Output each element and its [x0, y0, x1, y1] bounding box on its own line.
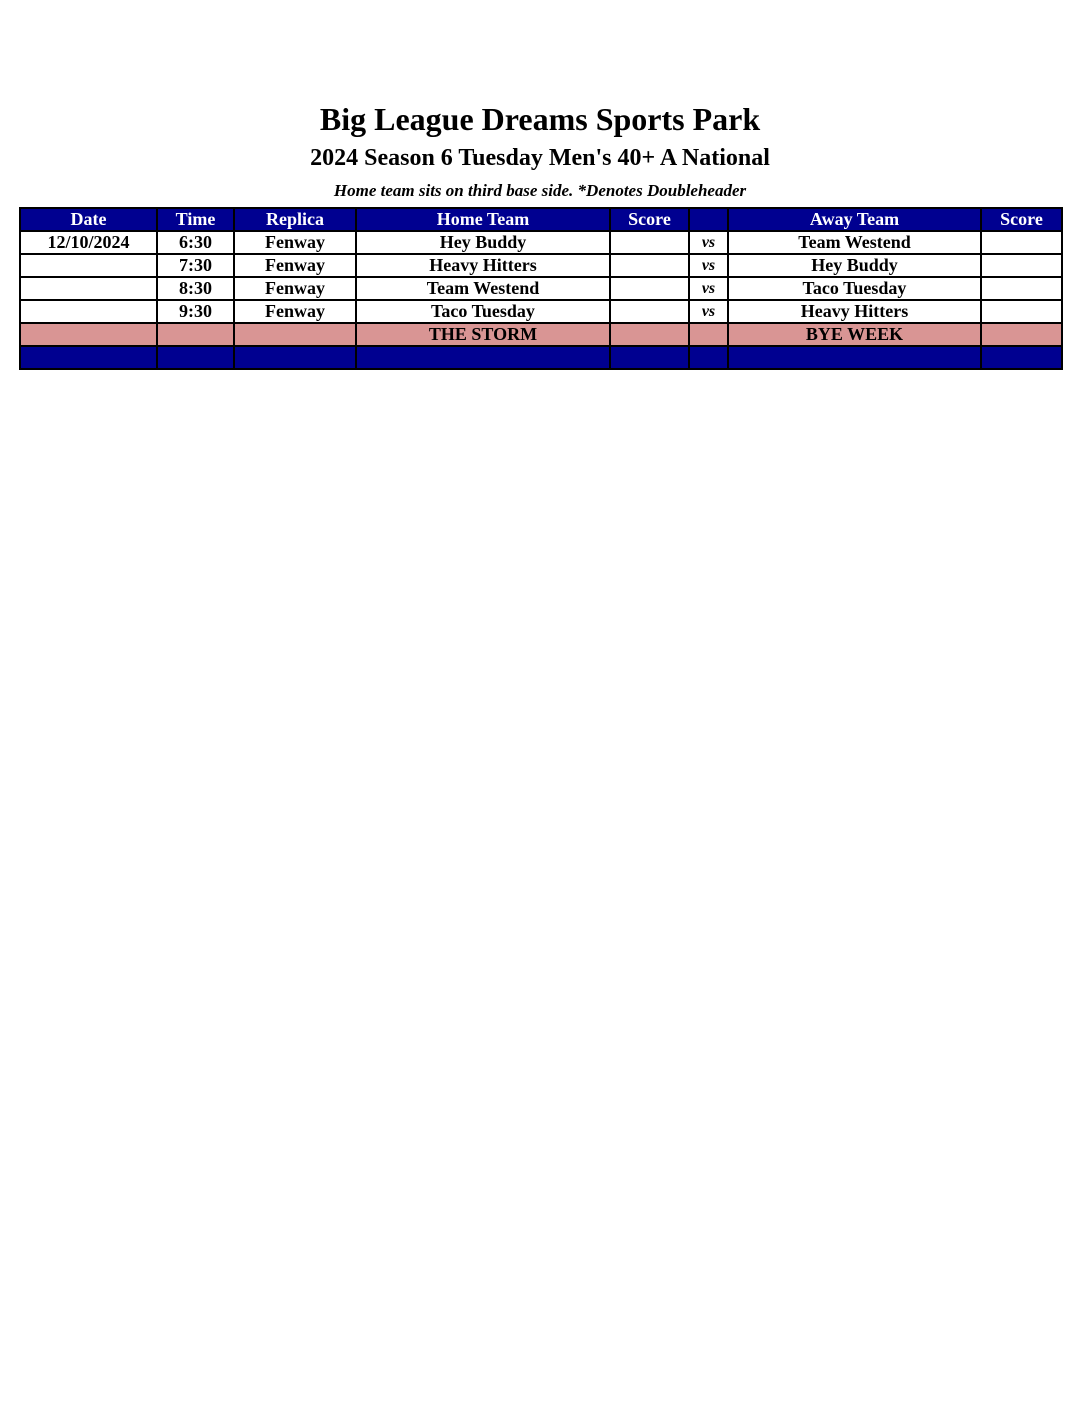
game-vs: vs [689, 277, 728, 300]
bye-cell [157, 323, 234, 346]
footer-cell [610, 346, 689, 369]
game-vs: vs [689, 300, 728, 323]
bye-cell [20, 323, 157, 346]
game-home-team: Team Westend [356, 277, 610, 300]
table-header-row [20, 208, 1062, 231]
bye-cell [981, 323, 1062, 346]
footer-cell [356, 346, 610, 369]
col-header-date: Date [20, 208, 157, 231]
game-replica: Fenway [234, 231, 356, 254]
col-header-away-score: Score [981, 208, 1062, 231]
game-away-score [981, 231, 1062, 254]
footer-cell [234, 346, 356, 369]
game-home-team: Taco Tuesday [356, 300, 610, 323]
bye-cell [610, 323, 689, 346]
schedule-table [19, 207, 1063, 370]
col-header-away-team: Away Team [728, 208, 981, 231]
game-replica: Fenway [234, 277, 356, 300]
col-header-home-score: Score [610, 208, 689, 231]
game-away-score [981, 254, 1062, 277]
table-row [20, 277, 1062, 300]
game-away-team: Team Westend [728, 231, 981, 254]
bye-cell [689, 323, 728, 346]
col-header-home-team: Home Team [356, 208, 610, 231]
game-time: 7:30 [157, 254, 234, 277]
game-home-team: Heavy Hitters [356, 254, 610, 277]
bye-week-row [20, 323, 1062, 346]
game-away-team: Taco Tuesday [728, 277, 981, 300]
footer-cell [689, 346, 728, 369]
table-footer-row [20, 346, 1062, 369]
bye-team: THE STORM [356, 323, 610, 346]
game-time: 9:30 [157, 300, 234, 323]
game-replica: Fenway [234, 300, 356, 323]
page-title: Big League Dreams Sports Park [319, 101, 761, 137]
schedule-note: Home team sits on third base side. *Denotes Doubleheader [333, 181, 747, 200]
bye-cell [234, 323, 356, 346]
col-header-replica: Replica [234, 208, 356, 231]
game-date [20, 300, 157, 323]
game-home-score [610, 231, 689, 254]
game-time: 6:30 [157, 231, 234, 254]
game-home-score [610, 300, 689, 323]
game-away-team: Heavy Hitters [728, 300, 981, 323]
game-away-score [981, 300, 1062, 323]
game-home-team: Hey Buddy [356, 231, 610, 254]
bye-week-label: BYE WEEK [728, 323, 981, 346]
game-date: 12/10/2024 [20, 231, 157, 254]
footer-cell [728, 346, 981, 369]
game-replica: Fenway [234, 254, 356, 277]
game-home-score [610, 277, 689, 300]
schedule-subtitle: 2024 Season 6 Tuesday Men's 40+ A National [310, 145, 770, 171]
table-row [20, 300, 1062, 323]
game-away-score [981, 277, 1062, 300]
game-date [20, 254, 157, 277]
game-away-team: Hey Buddy [728, 254, 981, 277]
game-home-score [610, 254, 689, 277]
game-vs: vs [689, 254, 728, 277]
game-vs: vs [689, 231, 728, 254]
footer-cell [981, 346, 1062, 369]
table-row [20, 231, 1062, 254]
footer-cell [20, 346, 157, 369]
col-header-vs [689, 208, 728, 231]
game-time: 8:30 [157, 277, 234, 300]
footer-cell [157, 346, 234, 369]
game-date [20, 277, 157, 300]
table-row [20, 254, 1062, 277]
col-header-time: Time [157, 208, 234, 231]
